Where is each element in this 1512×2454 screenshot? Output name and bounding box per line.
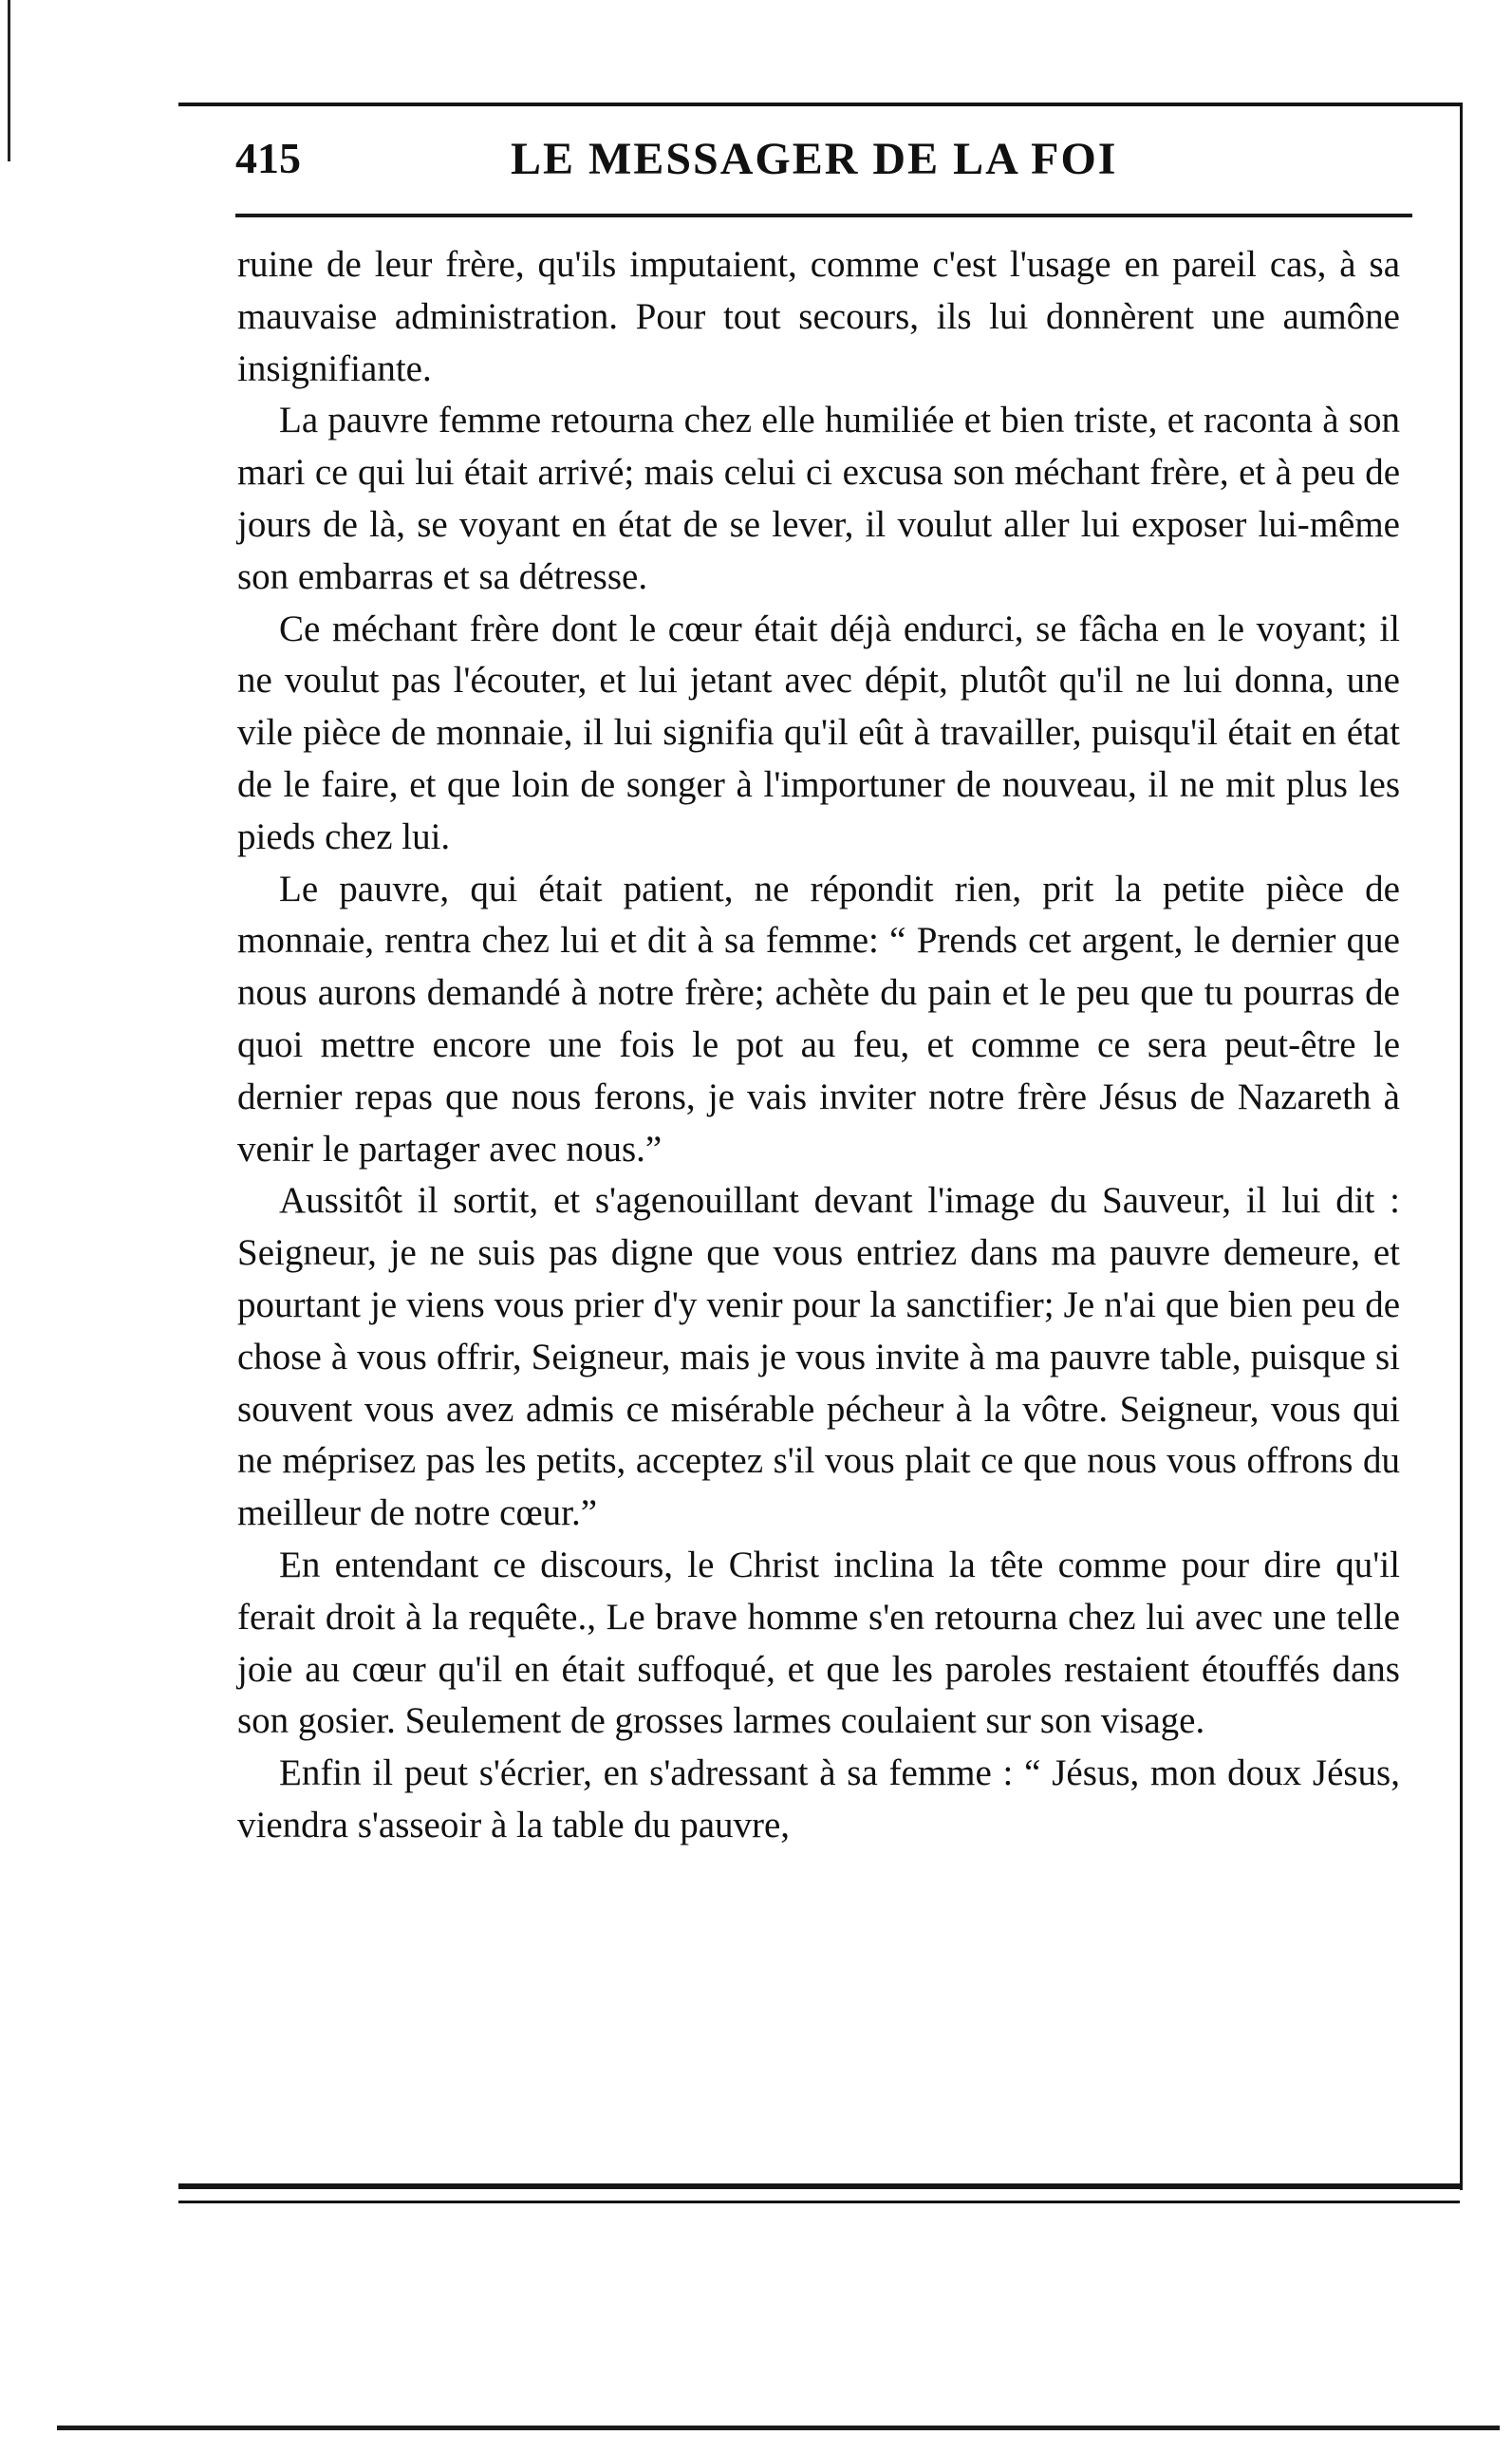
- scan-edge: [8, 0, 10, 161]
- header-rule: [235, 214, 1412, 217]
- paragraph-6: En entendant ce discours, le Christ inclina la tête comme pour dire qu'il ferait droit à la requête., Le brave homme s'en retourna chez lui avec une telle joie au cœur qu'il en était suffoqué, et que les paroles restaient étouffés dans son gosier. Seulement de grosses larmes coulaient sur son visage.: [237, 1544, 1400, 1742]
- paragraph-1: ruine de leur frère, qu'ils imputaient, comme c'est l'usage en pareil cas, à sa mauvaise administration. Pour tout secours, ils lui donnèrent une aumône insignifiante.: [237, 244, 1400, 389]
- running-title: LE MESSAGER DE LA FOI: [511, 134, 1118, 184]
- scan-bottom-line: [57, 2426, 1500, 2430]
- footer-rule-secondary: [178, 2201, 1460, 2203]
- running-header: [235, 133, 1412, 209]
- footer-rule: [178, 2183, 1460, 2189]
- paragraph-4: Le pauvre, qui était patient, ne répondit rien, prit la petite pièce de monnaie, rentra chez lui et dit à sa femme: “ Prends cet argent, le dernier que nous aurons demandé à notre frère; achète du pain et le peu que tu pourras de quoi mettre encore une fois le pot au feu, et comme ce sera peut-être le dernier repas que nous ferons, je vais inviter notre frère Jésus de Nazareth à venir le partager avec nous.”: [237, 868, 1400, 1170]
- page-number: 415: [235, 134, 301, 182]
- paragraph-5: Aussitôt il sortit, et s'agenouillant devant l'image du Sauveur, il lui dit : Seigneur, je ne suis pas digne que vous entriez dans ma pauvre demeure, et pourtant je viens vous prier d'y venir pour la sanctifier; Je n'ai que bien peu de chose à vous offrir, Seigneur, mais je vous invite à ma pauvre table, puisque si souvent vous avez admis ce misérable pécheur à la vôtre. Seigneur, vous qui ne méprisez pas les petits, acceptez s'il vous plait ce que nous vous offrons du meilleur de notre cœur.”: [237, 1180, 1400, 1534]
- paragraph-3: Ce méchant frère dont le cœur était déjà endurci, se fâcha en le voyant; il ne voulut pas l'écouter, et lui jetant avec dépit, plutôt qu'il ne lui donna, une vile pièce de monnaie, il lui signifia qu'il eût à travailler, puisqu'il était en état de le faire, et que loin de songer à l'importuner de nouveau, il ne mit plus les pieds chez lui.: [237, 608, 1400, 857]
- body-text: [237, 239, 1400, 1852]
- paragraph-7: Enfin il peut s'écrier, en s'adressant à sa femme : “ Jésus, mon doux Jésus, viendra s'asseoir à la table du pauvre,: [237, 1752, 1400, 1845]
- paragraph-2: La pauvre femme retourna chez elle humiliée et bien triste, et raconta à son mari ce qui lui était arrivé; mais celui ci excusa son méchant frère, et à peu de jours de là, se voyant en état de se lever, il voulut aller lui exposer lui-même son embarras et sa détresse.: [237, 400, 1400, 597]
